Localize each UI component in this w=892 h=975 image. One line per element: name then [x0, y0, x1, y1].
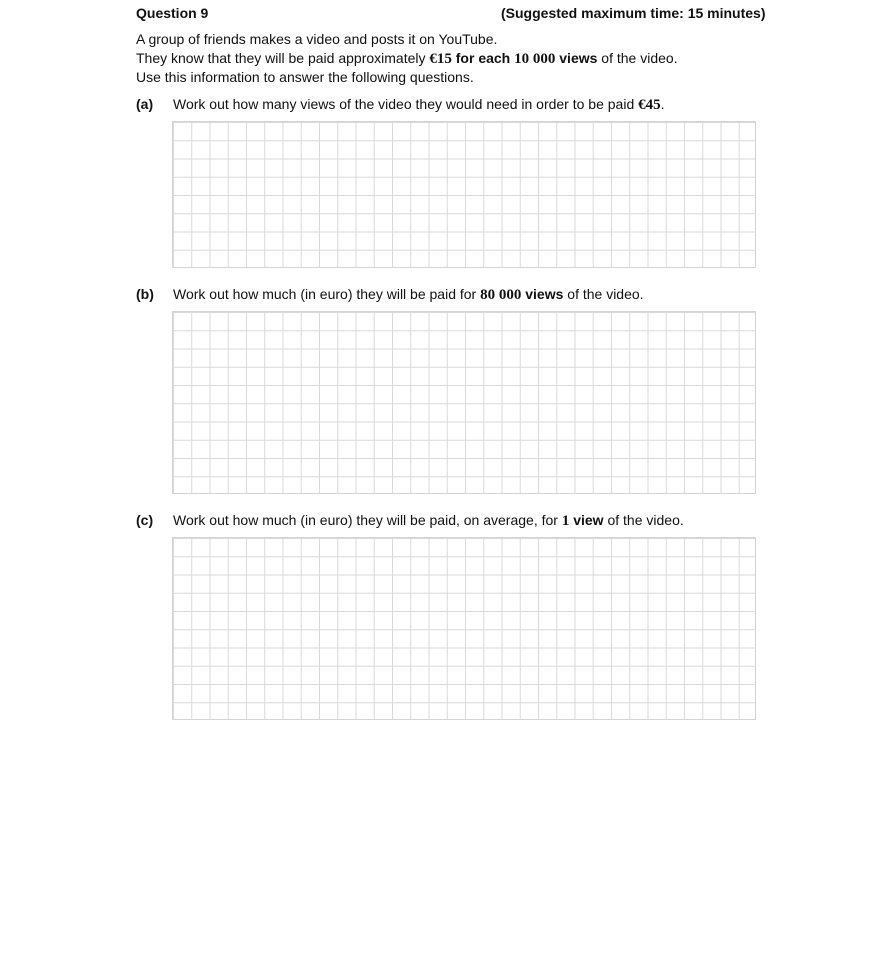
- answer-grid-a[interactable]: [172, 121, 756, 268]
- intro-views-word: views: [555, 50, 598, 66]
- part-b-question: [173, 286, 644, 304]
- intro-line-2: [136, 50, 678, 68]
- answer-grid-c[interactable]: [172, 537, 756, 720]
- part-b-views-word: views: [521, 286, 564, 302]
- part-a-label: (a): [136, 96, 154, 112]
- intro-line-3: Use this information to answer the following questions.: [136, 69, 474, 85]
- part-c-text: Work out how much (in euro) they will be paid, on average, for: [173, 512, 562, 528]
- part-c-views-number: 1: [561, 513, 570, 529]
- intro-amount: €15: [429, 51, 452, 67]
- part-a-amount: €45: [638, 97, 661, 113]
- part-a-question: [173, 96, 665, 114]
- part-a-text-end: .: [660, 96, 665, 112]
- part-c-label: (c): [136, 512, 154, 528]
- intro-line-1: A group of friends makes a video and posts it on YouTube.: [136, 31, 498, 47]
- part-a-text: Work out how many views of the video they would need in order to be paid: [173, 96, 639, 112]
- intro-for-each: for each: [451, 50, 515, 66]
- part-b-label: (b): [136, 286, 154, 302]
- part-c-text-end: of the video.: [603, 512, 684, 528]
- part-b-text-end: of the video.: [563, 286, 644, 302]
- part-c-views-word: view: [569, 512, 604, 528]
- intro-views-number: 10 000: [514, 51, 556, 67]
- part-b-views-number: 80 000: [480, 287, 522, 303]
- suggested-time: (Suggested maximum time: 15 minutes): [501, 5, 766, 21]
- answer-grid-b[interactable]: [172, 311, 756, 494]
- intro-line-2-text-a: They know that they will be paid approximately: [136, 50, 430, 66]
- question-title: Question 9: [136, 5, 209, 21]
- part-b-text: Work out how much (in euro) they will be paid for: [173, 286, 481, 302]
- intro-line-2-text-c: of the video.: [597, 50, 678, 66]
- part-c-question: [173, 512, 684, 530]
